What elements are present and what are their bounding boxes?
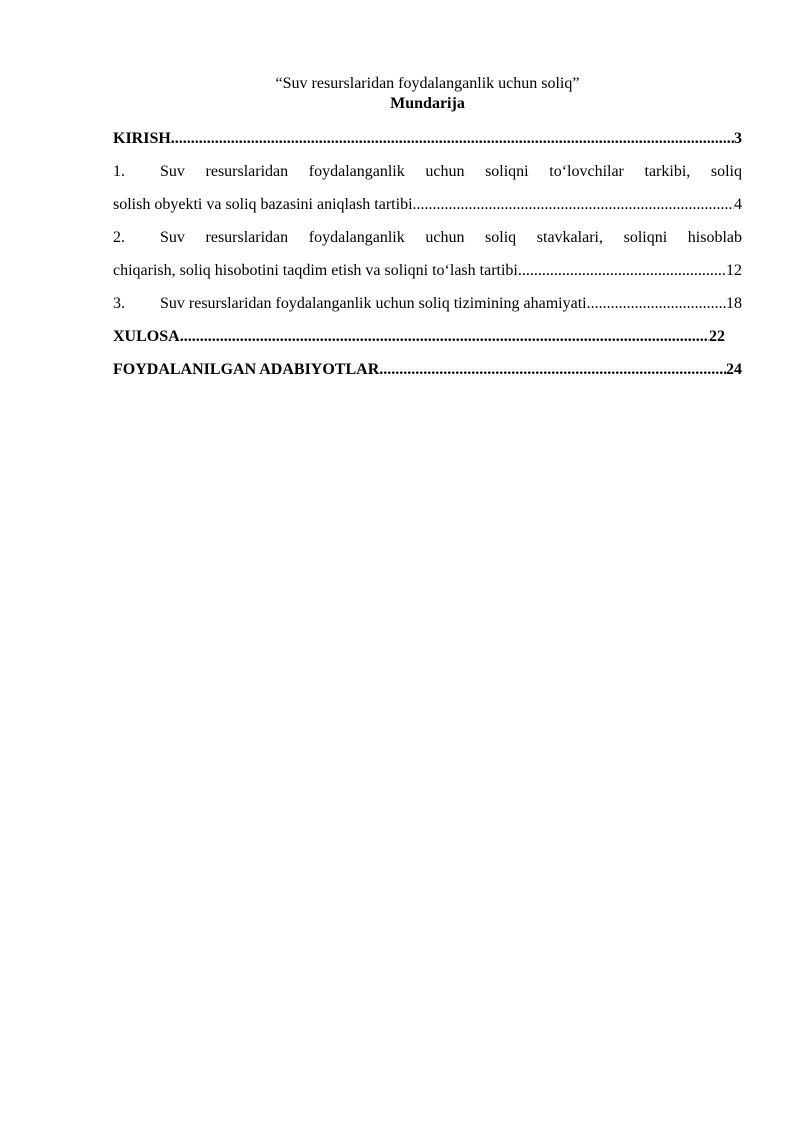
toc-page-number: 24 [726, 361, 742, 378]
toc-entry-3[interactable] [113, 287, 742, 320]
toc-entry-references[interactable] [113, 353, 742, 386]
toc-page-number: 4 [734, 196, 742, 213]
dot-leader [413, 188, 734, 221]
toc-entry-text: Suv resurslaridan foydalanganlik uchun soliq tizimining ahamiyati [160, 295, 587, 312]
toc-entry-label: KIRISH [113, 130, 171, 147]
toc-entry-text-continued: solish obyekti va soliq bazasini aniqlash tartibi [113, 196, 413, 213]
dot-leader [180, 320, 709, 353]
toc-page-number: 18 [726, 295, 742, 312]
toc-entry-number: 2. [113, 229, 125, 246]
toc-entry-1[interactable] [113, 155, 742, 221]
toc-page-number: 12 [726, 262, 742, 279]
toc-entry-conclusion[interactable] [113, 320, 725, 353]
dot-leader [518, 254, 726, 287]
dot-leader [171, 122, 734, 155]
toc-page-number: 22 [709, 328, 725, 345]
toc-entry-label: XULOSA [113, 328, 180, 345]
dot-leader [587, 287, 726, 320]
toc-entry-number: 1. [113, 163, 125, 180]
dot-leader [379, 353, 726, 386]
toc-entry-text-continued: chiqarish, soliq hisobotini taqdim etish va soliqni to‘lash tartibi [113, 262, 518, 279]
toc-entry-number: 3. [113, 295, 125, 312]
toc-entry-text: Suv resurslaridan foydalanganlik uchun soliq stavkalari, soliqni hisoblab [160, 229, 742, 246]
toc-entry-line [113, 155, 742, 188]
toc-heading: Mundarija [390, 95, 465, 112]
toc-entry-2[interactable] [113, 221, 742, 287]
toc-entry-intro[interactable] [113, 122, 742, 155]
toc-page-number: 3 [734, 130, 742, 147]
document-title: “Suv resurslaridan foydalanganlik uchun soliq” [275, 75, 580, 92]
toc-entry-line [113, 221, 742, 254]
toc-entry-text: Suv resurslaridan foydalanganlik uchun soliqni to‘lovchilar tarkibi, soliq [160, 163, 742, 180]
toc-entry-label: FOYDALANILGAN ADABIYOTLAR [113, 361, 380, 378]
document-page [113, 74, 742, 386]
